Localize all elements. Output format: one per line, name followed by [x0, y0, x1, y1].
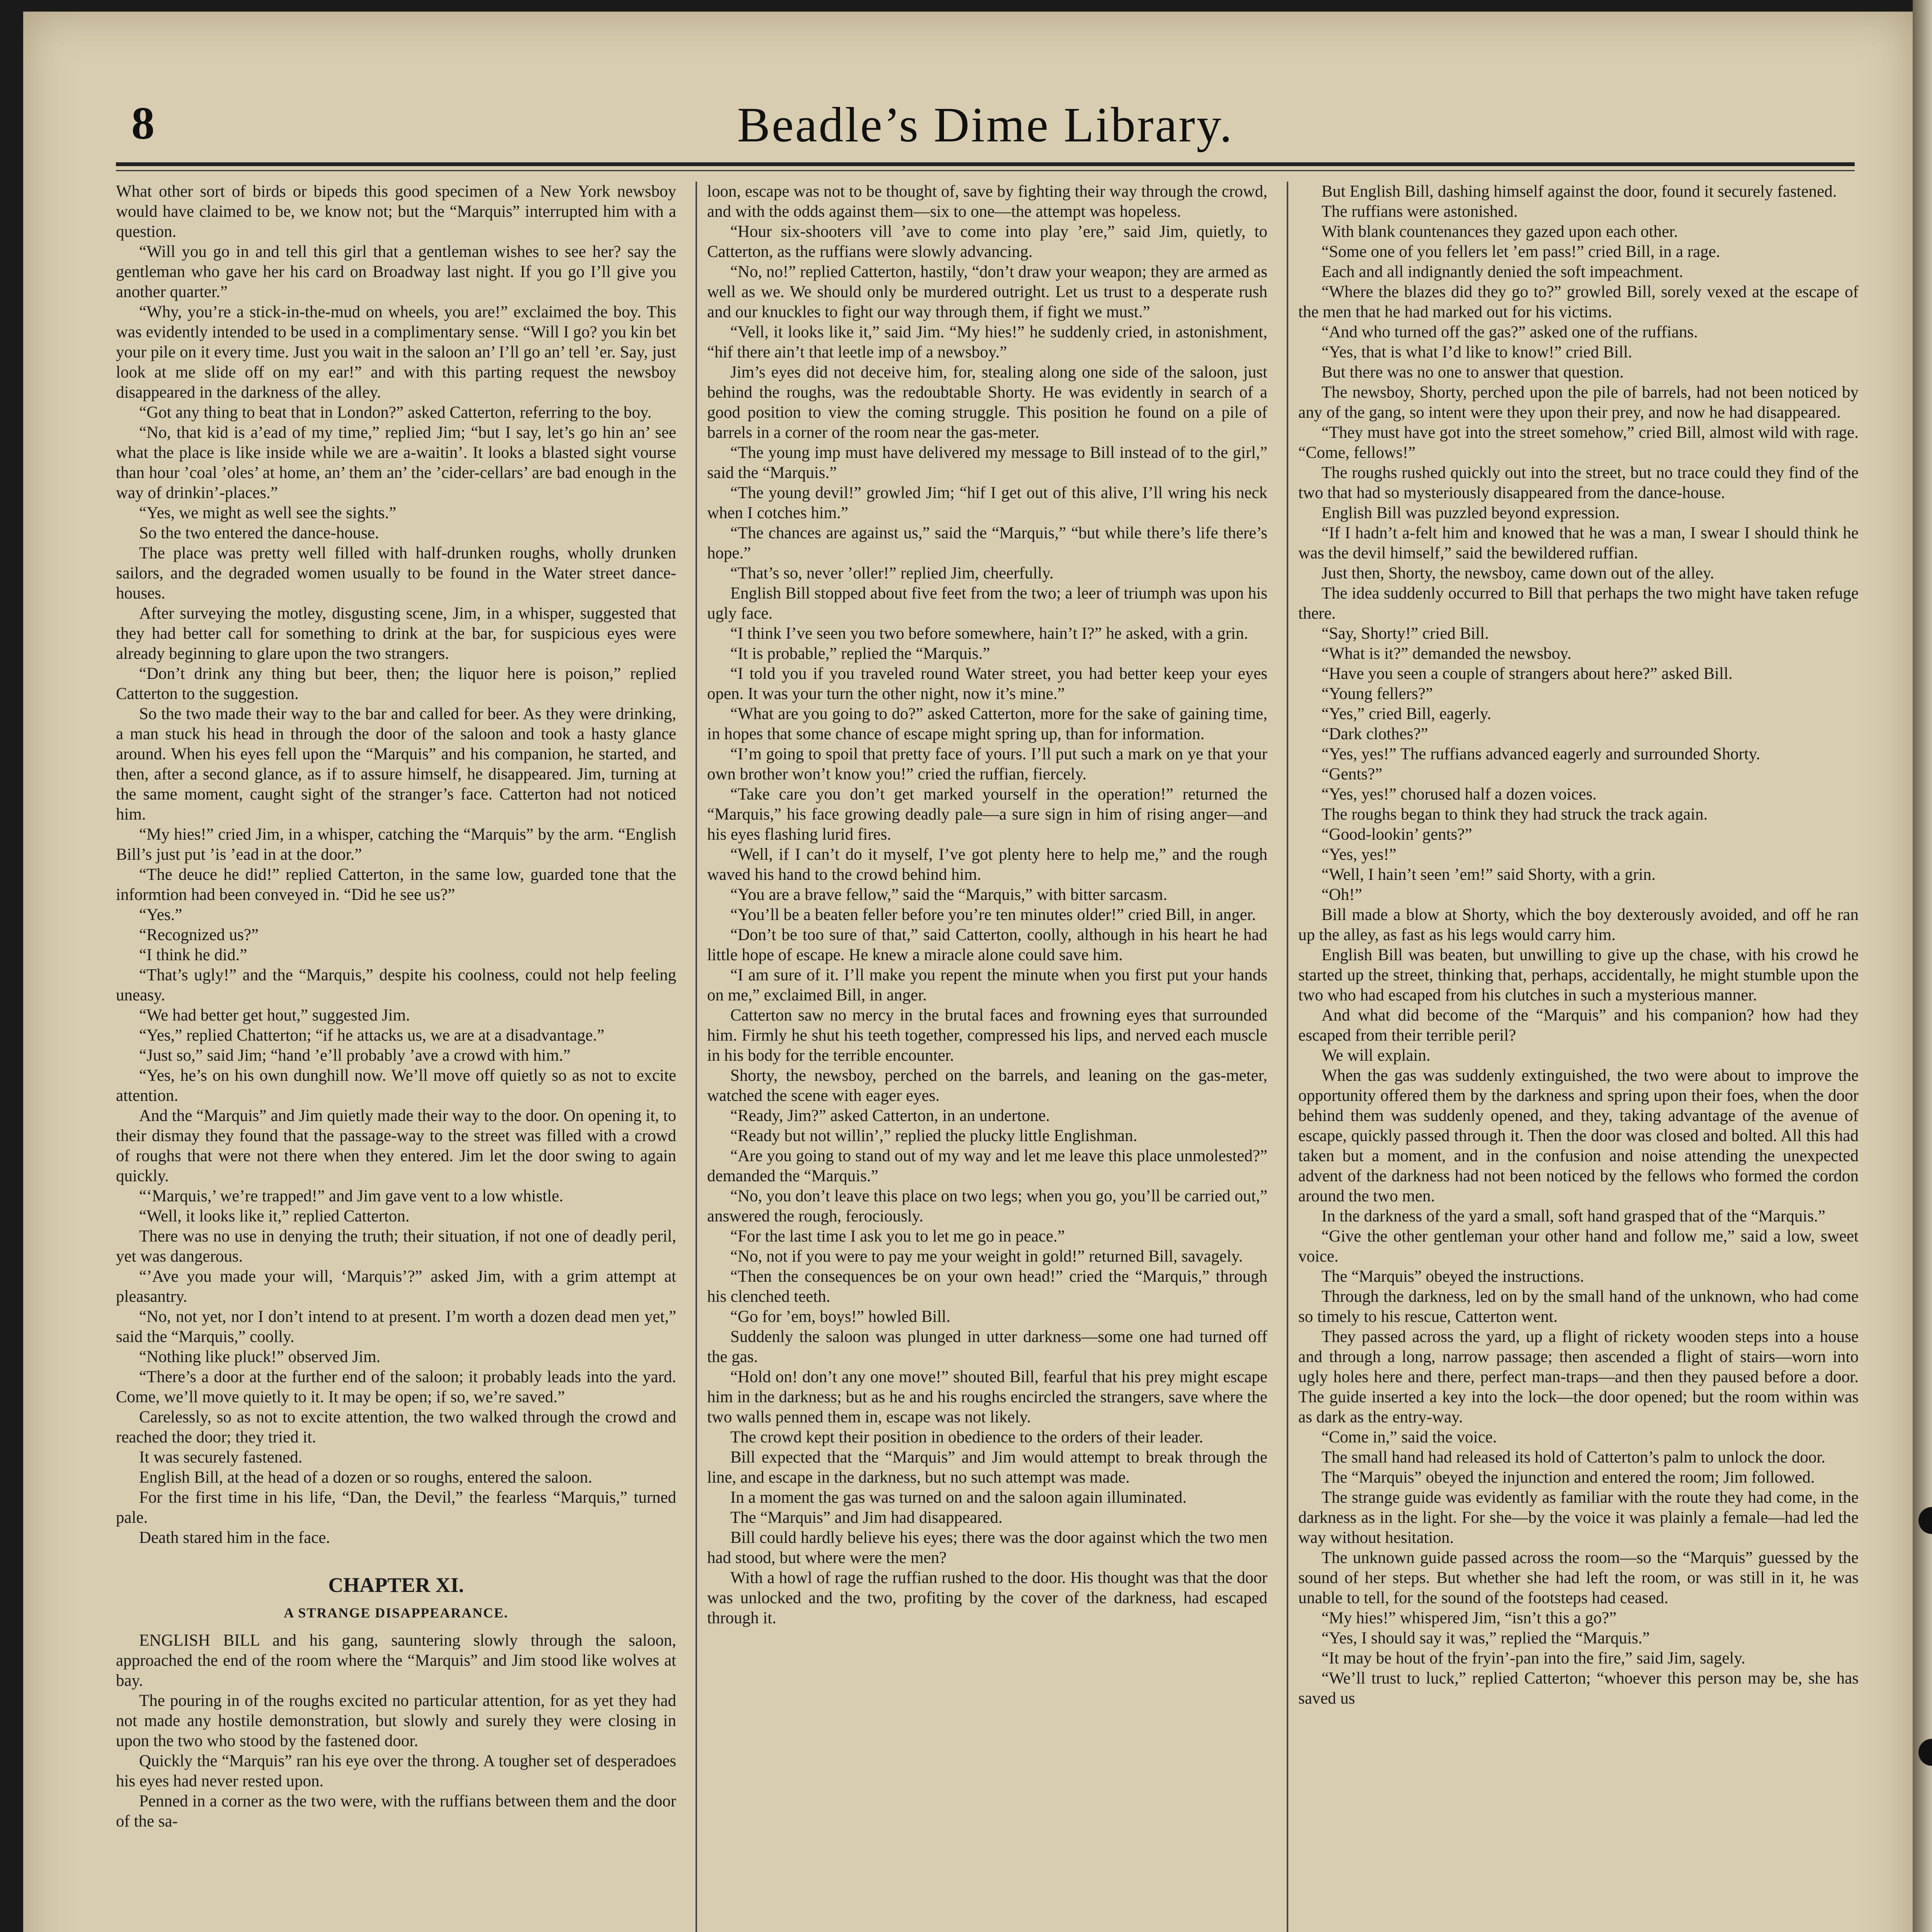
- paragraph: “No, not if you were to pay me your weight in gold!” returned Bill, savagely.: [730, 1247, 1243, 1265]
- paragraph: So the two made their way to the bar and called for beer. As they were drinking, a man stuck his head in through the door of the saloon and took a hasty glance around. When his eyes fell upon the “Marquis” and his companion, he started, and then, after a second glance, as if to assure himself, he disappeared. Jim, turning at the same moment, caught sight of the stranger’s face. Catterton had not noticed him.: [116, 705, 676, 823]
- paragraph: The roughs rushed quickly out into the street, but no trace could they find of the two that had so mysteriously disappeared from the dance-house.: [1298, 464, 1859, 502]
- paragraph: “Don’t drink any thing but beer, then; the liquor here is poison,” replied Catterton to the suggestion.: [116, 665, 676, 703]
- paragraph: “The chances are against us,” said the “Marquis,” “but while there’s life there’s hope.”: [707, 524, 1267, 562]
- paragraph: “I told you if you traveled round Water street, you had better keep your eyes open. It was your turn the other night, now it’s mine.”: [707, 665, 1267, 703]
- paragraph: loon, escape was not to be thought of, save by fighting their way through the crowd, and with the odds against them—six to one—the attempt was hopeless.: [707, 182, 1267, 221]
- paragraph: For the first time in his life, “Dan, the Devil,” the fearless “Marquis,” turned pale.: [116, 1488, 676, 1527]
- paragraph: Through the darkness, led on by the small hand of the unknown, who had come so timely to his rescue, Catterton went.: [1298, 1287, 1859, 1326]
- running-title: Beadle’s Dime Library.: [737, 97, 1234, 152]
- paragraph: “Yes, yes!” The ruffians advanced eagerly and surrounded Shorty.: [1321, 745, 1760, 763]
- paragraph: The “Marquis” obeyed the instructions.: [1321, 1267, 1584, 1286]
- paragraph: “We’ll trust to luck,” replied Catterton; “whoever this person may be, she has saved us: [1298, 1669, 1859, 1708]
- page-edge: [1913, 0, 1932, 1932]
- paragraph: English Bill stopped about five feet from the two; a leer of triumph was upon his ugly face.: [707, 584, 1267, 622]
- paragraph: “My hies!” whispered Jim, “isn’t this a go?”: [1321, 1609, 1617, 1627]
- paragraph: “That’s so, never ’oller!” replied Jim, cheerfully.: [730, 564, 1054, 582]
- paragraph: Catterton saw no mercy in the brutal faces and frowning eyes that surrounded him. Firmly he shut his teeth together, compressed his lips, and nerved each muscle in his body for the terrible encounter.: [707, 1006, 1267, 1065]
- paragraph: English Bill, at the head of a dozen or so roughs, entered the saloon.: [139, 1468, 592, 1486]
- paragraph: Suddenly the saloon was plunged in utter darkness—some one had turned off the gas.: [707, 1328, 1267, 1366]
- paragraph: Carelessly, so as not to excite attention, the two walked through the crowd and reached the door; they tried it.: [116, 1408, 676, 1446]
- paragraph: “It is probable,” replied the “Marquis.”: [730, 645, 990, 663]
- paragraph: Death stared him in the face.: [139, 1529, 330, 1547]
- paragraph: The strange guide was evidently as familiar with the route they had come, in the darkness as in the light. For she—by the voice it was plainly a female—had led the way without hesitation.: [1298, 1488, 1859, 1547]
- paragraph: “The young imp must have delivered my message to Bill instead of to the girl,” said the “Marquis.”: [707, 444, 1267, 482]
- paragraph: So the two entered the dance-house.: [139, 524, 379, 542]
- paragraph: “If I hadn’t a-felt him and knowed that he was a man, I swear I should think he was the devil himself,” said the bewildered ruffian.: [1298, 524, 1859, 562]
- paragraph: In a moment the gas was turned on and the saloon again illuminated.: [730, 1488, 1187, 1507]
- paragraph: “You are a brave fellow,” said the “Marquis,” with bitter sarcasm.: [730, 886, 1167, 904]
- paragraph: “Yes,” replied Chatterton; “if he attacks us, we are at a disadvantage.”: [139, 1026, 604, 1044]
- paragraph: “’Ave you made your will, ‘Marquis’?” asked Jim, with a grim attempt at pleasantry.: [116, 1267, 676, 1306]
- paragraph: “My hies!” cried Jim, in a whisper, catching the “Marquis” by the arm. “English Bill’s just put ’is ’ead in at the door.”: [116, 825, 676, 864]
- paragraph: “There’s a door at the further end of the saloon; it probably leads into the yard. Come, we’ll move quietly to it. It may be open; if so, we’re saved.”: [116, 1368, 676, 1406]
- paragraph: “You’ll be a beaten feller before you’re ten minutes older!” cried Bill, in anger.: [730, 906, 1256, 924]
- paragraph: Penned in a corner as the two were, with the ruffians between them and the door of the sa-: [116, 1792, 676, 1830]
- paragraph: After surveying the motley, disgusting scene, Jim, in a whisper, suggested that they had better call for something to drink at the bar, for suspicious eyes were already beginning to glare upon the two strangers.: [116, 604, 676, 663]
- paragraph: “Recognized us?”: [139, 926, 259, 944]
- paragraph: “I think he did.”: [139, 946, 247, 964]
- paragraph: “That’s ugly!” and the “Marquis,” despite his coolness, could not help feeling uneasy.: [116, 966, 676, 1004]
- paragraph: “Are you going to stand out of my way and let me leave this place unmolested?” demanded the “Marquis.”: [707, 1147, 1267, 1185]
- paragraph: “Vell, it looks like it,” said Jim. “My hies!” he suddenly cried, in astonishment, “hif there ain’t that leetle imp of a newsboy.”: [707, 323, 1267, 361]
- paragraph: “Yes,” cried Bill, eagerly.: [1321, 705, 1492, 723]
- paragraph: “Good-lookin’ gents?”: [1321, 825, 1472, 844]
- paragraph: The unknown guide passed across the room—so the “Marquis” guessed by the sound of her steps. But whether she had left the room, or was still in it, he was unable to tell, for the sound of the footsteps had ceased.: [1298, 1549, 1859, 1607]
- paragraph: “What are you going to do?” asked Catterton, more for the sake of gaining time, in hopes that some chance of escape might spring up, than for information.: [707, 705, 1267, 743]
- paragraph: “Well, I hain’t seen ’em!” said Shorty, with a grin.: [1321, 866, 1656, 884]
- paragraph: “Dark clothes?”: [1321, 725, 1428, 743]
- paragraph: Quickly the “Marquis” ran his eye over the throng. A tougher set of desperadoes his eyes had never rested upon.: [116, 1752, 676, 1790]
- paragraph: “Some one of you fellers let ’em pass!” cried Bill, in a rage.: [1321, 243, 1720, 261]
- paragraph: The “Marquis” obeyed the injunction and entered the room; Jim followed.: [1321, 1468, 1815, 1486]
- paragraph: The roughs began to think they had struck the track again.: [1321, 805, 1708, 823]
- paragraph: “No, you don’t leave this place on two legs; when you go, you’ll be carried out,” answered the rough, ferociously.: [707, 1187, 1267, 1225]
- paragraph: “Oh!”: [1321, 886, 1362, 904]
- paragraph: “What is it?” demanded the newsboy.: [1321, 645, 1571, 663]
- paragraph: But there was no one to answer that question.: [1321, 363, 1624, 381]
- paragraph: “Will you go in and tell this girl that a gentleman wishes to see her? say the gentleman who gave her his card on Broadway last night. If you go I’ll give you another quarter.”: [116, 243, 676, 301]
- paragraph: The place was pretty well filled with half-drunken roughs, wholly drunken sailors, and the degraded women usually to be found in the Water street dance-houses.: [116, 544, 676, 602]
- paragraph: “Give the other gentleman your other hand and follow me,” said a low, sweet voice.: [1298, 1227, 1859, 1265]
- paragraph: Each and all indignantly denied the soft impeachment.: [1321, 263, 1684, 281]
- header-rule: [116, 162, 1855, 166]
- paragraph: The “Marquis” and Jim had disappeared.: [730, 1509, 1003, 1527]
- paragraph: “Where the blazes did they go to?” growled Bill, sorely vexed at the escape of the men that he had marked out for his victims.: [1298, 283, 1859, 321]
- paragraph: But English Bill, dashing himself against the door, found it securely fastened.: [1321, 182, 1837, 201]
- paragraph: They passed across the yard, up a flight of rickety wooden steps into a house and through a long, narrow passage; then ascended a flight of stairs—worn into ugly holes here and there, perfect man-traps—and then they paused before a door. The guide inserted a key into the lock—the door opened; but the room within was as dark as the entry-way.: [1298, 1328, 1859, 1426]
- paragraph: “Then the consequences be on your own head!” cried the “Marquis,” through his clenched teeth.: [707, 1267, 1267, 1306]
- paragraph: “Just so,” said Jim; “hand ’e’ll probably ’ave a crowd with him.”: [139, 1046, 571, 1065]
- paragraph: And the “Marquis” and Jim quietly made their way to the door. On opening it, to their dismay they found that the passage-way to the street was filled with a crowd of roughs that were not there when they entered. Jim let the door swing to again quickly.: [116, 1107, 676, 1185]
- paragraph: “Yes, we might as well see the sights.”: [139, 504, 396, 522]
- paragraph: Bill could hardly believe his eyes; there was the door against which the two men had stood, but where were the men?: [707, 1529, 1267, 1567]
- paragraph: “For the last time I ask you to let me go in peace.”: [730, 1227, 1065, 1245]
- paragraph: “Ready but not willin’,” replied the plucky little Englishman.: [730, 1127, 1138, 1145]
- paragraph: “The young devil!” growled Jim; “hif I get out of this alive, I’ll wring his neck when I cotches him.”: [707, 484, 1267, 522]
- paragraph: “Come in,” said the voice.: [1321, 1428, 1497, 1446]
- paragraph: The crowd kept their position in obedience to the orders of their leader.: [730, 1428, 1203, 1446]
- text-column-1: [116, 182, 676, 1932]
- paragraph: “Young fellers?”: [1321, 685, 1433, 703]
- page-header: [116, 97, 1855, 158]
- paragraph: There was no use in denying the truth; their situation, if not one of deadly peril, yet was dangerous.: [116, 1227, 676, 1265]
- paragraph: “We had better get hout,” suggested Jim.: [139, 1006, 410, 1024]
- paragraph: What other sort of birds or bipeds this good specimen of a New York newsboy would have claimed to be, we know not; but the “Marquis” interrupted him with a question.: [116, 182, 676, 241]
- paragraph: “And who turned off the gas?” asked one of the ruffians.: [1321, 323, 1698, 341]
- paragraph: Shorty, the newsboy, perched on the barrels, and leaning on the gas-meter, watched the scene with eager eyes.: [707, 1066, 1267, 1105]
- paragraph: “Yes.”: [139, 906, 182, 924]
- paragraph: English Bill was beaten, but unwilling to give up the chase, with his crowd he started up the street, thinking that, perhaps, accidentally, he might stumble upon the two who had escaped from his clutches in such a mysterious manner.: [1298, 946, 1859, 1004]
- paragraph: “Ready, Jim?” asked Catterton, in an undertone.: [730, 1107, 1050, 1125]
- paragraph: “‘Marquis,’ we’re trapped!” and Jim gave vent to a low whistle.: [139, 1187, 563, 1205]
- paragraph: “It may be hout of the fryin’-pan into the fire,” said Jim, sagely.: [1321, 1649, 1745, 1667]
- paragraph: Just then, Shorty, the newsboy, came down out of the alley.: [1321, 564, 1714, 582]
- paragraph: “Yes, that is what I’d like to know!” cried Bill.: [1321, 343, 1633, 361]
- paragraph: “Nothing like pluck!” observed Jim.: [139, 1348, 381, 1366]
- paragraph: ENGLISH BILL and his gang, sauntering slowly through the saloon, approached the end of the room where the “Marquis” and Jim stood like wolves at bay.: [116, 1631, 676, 1690]
- paragraph: The idea suddenly occurred to Bill that perhaps the two might have taken refuge there.: [1298, 584, 1859, 622]
- paragraph: “The deuce he did!” replied Catterton, in the same low, guarded tone that the informtion had been conveyed in. “Did he see us?”: [116, 866, 676, 904]
- paragraph: When the gas was suddenly extinguished, the two were about to improve the opportunity offered them by the darkness and spring upon their foes, when the door behind them was suddenly opened, and they, taking advantage of the avenue of escape, quickly passed through it. Then the door was closed and bolted. All this had taken but a moment, and in the confusion and noise attending the unexpected advent of the darkness had not been noticed by the fellows who formed the cordon around the two men.: [1298, 1066, 1859, 1205]
- paragraph: “I’m going to spoil that pretty face of yours. I’ll put such a mark on ye that your own brother won’t know you!” cried the ruffian, fiercely.: [707, 745, 1267, 783]
- paragraph: “Don’t be too sure of that,” said Catterton, coolly, although in his heart he had little hope of escape. He knew a miracle alone could save him.: [707, 926, 1267, 964]
- paragraph: The newsboy, Shorty, perched upon the pile of barrels, had not been noticed by any of the gang, so intent were they upon their prey, and now he had disappeared.: [1298, 383, 1859, 422]
- paragraph: With a howl of rage the ruffian rushed to the door. His thought was that the door was unlocked and the two, profiting by the cover of the darkness, had escaped through it.: [707, 1569, 1267, 1627]
- paragraph: And what did become of the “Marquis” and his companion? how had they escaped from their terrible peril?: [1298, 1006, 1859, 1044]
- column-divider: [1287, 182, 1288, 1932]
- paragraph: In the darkness of the yard a small, soft hand grasped that of the “Marquis.”: [1321, 1207, 1825, 1225]
- paragraph: “Yes, yes!” chorused half a dozen voices.: [1321, 785, 1597, 803]
- paragraph: “Yes, I should say it was,” replied the “Marquis.”: [1321, 1629, 1650, 1647]
- paragraph: “No, no!” replied Catterton, hastily, “don’t draw your weapon; they are armed as well as we. We should only be murdered outright. Let us trust to a desperate rush and our knuckles to fight our way through them, if fight we must.”: [707, 263, 1267, 321]
- paragraph: “Say, Shorty!” cried Bill.: [1321, 624, 1489, 643]
- paragraph: The ruffians were astonished.: [1321, 202, 1518, 221]
- header-rule-thin: [116, 170, 1855, 171]
- text-column-2: [707, 182, 1267, 1932]
- paragraph: “Why, you’re a stick-in-the-mud on wheels, you are!” exclaimed the boy. This was evidently intended to be used in a complimentary sense. “Will I go? you kin bet your pile on it every time. Just you wait in the saloon an’ I’ll go an’ tell ’er. Say, just look at me slide off on my ear!” and with this parting request the newsboy disappeared in the darkness of the alley.: [116, 303, 676, 401]
- paragraph: It was securely fastened.: [139, 1448, 303, 1466]
- paragraph: English Bill was puzzled beyond expression.: [1321, 504, 1620, 522]
- paragraph: “Yes, he’s on his own dunghill now. We’ll move off quietly so as not to excite attention.: [116, 1066, 676, 1105]
- paragraph: “Yes, yes!”: [1321, 845, 1396, 864]
- paragraph: “Go for ’em, boys!” howled Bill.: [730, 1308, 951, 1326]
- paragraph: “Take care you don’t get marked yourself in the operation!” returned the “Marquis,” his face growing deadly pale—a sure sign in him of rising anger—and his eyes flashing lurid fires.: [707, 785, 1267, 844]
- paragraph: Bill expected that the “Marquis” and Jim would attempt to break through the line, and escape in the darkness, but no such attempt was made.: [707, 1448, 1267, 1486]
- column-divider: [696, 182, 697, 1932]
- paragraph: Jim’s eyes did not deceive him, for, stealing along one side of the saloon, just behind the roughs, was the redoubtable Shorty. He was evidently in search of a good position to view the coming struggle. This position he found on a pile of barrels in a corner of the room near the gas-meter.: [707, 363, 1267, 442]
- page-number: 8: [131, 97, 155, 149]
- paragraph: “Hour six-shooters vill ’ave to come into play ’ere,” said Jim, quietly, to Catterton, as the ruffians were slowly advancing.: [707, 223, 1267, 261]
- paragraph: “Got any thing to beat that in London?” asked Catterton, referring to the boy.: [139, 403, 652, 422]
- paragraph: “Well, it looks like it,” replied Catterton.: [139, 1207, 410, 1225]
- paragraph: We will explain.: [1321, 1046, 1430, 1065]
- paragraph: With blank countenances they gazed upon each other.: [1321, 223, 1678, 241]
- paragraph: The small hand had released its hold of Catterton’s palm to unlock the door.: [1321, 1448, 1826, 1466]
- paragraph: “No, not yet, nor I don’t intend to at present. I’m worth a dozen dead men yet,” said the “Marquis,” coolly.: [116, 1308, 676, 1346]
- paragraph: Bill made a blow at Shorty, which the boy dexterously avoided, and off he ran up the alley, as fast as his legs would carry him.: [1298, 906, 1859, 944]
- paragraph: “No, that kid is a’ead of my time,” replied Jim; “but I say, let’s go hin an’ see what the place is like inside while we are a-waitin’. It looks a blasted sight vourse than hour ’coal ’oles’ at home, an’ them an’ the ’cider-cellars’ are bad enough in the way of drinkin’-places.”: [116, 423, 676, 502]
- chapter-heading: CHAPTER XI.: [328, 1573, 464, 1597]
- paragraph: “Gents?”: [1321, 765, 1383, 783]
- text-column-3: [1298, 182, 1859, 1932]
- paragraph: “Well, if I can’t do it myself, I’ve got plenty here to help me,” and the rough waved his hand to the crowd behind him.: [707, 845, 1267, 884]
- paragraph: “They must have got into the street somehow,” cried Bill, almost wild with rage. “Come, fellows!”: [1298, 423, 1859, 462]
- paragraph: “Hold on! don’t any one move!” shouted Bill, fearful that his prey might escape him in the darkness; but as he and his roughs encircled the strangers, save where the two walls penned them in, escape was not likely.: [707, 1368, 1267, 1426]
- paragraph: “Have you seen a couple of strangers about here?” asked Bill.: [1321, 665, 1733, 683]
- paragraph: “I think I’ve seen you two before somewhere, hain’t I?” he asked, with a grin.: [730, 624, 1248, 643]
- paragraph: The pouring in of the roughs excited no particular attention, for as yet they had not made any hostile demonstration, but slowly and surely they were closing in upon the two who stood by the fastened door.: [116, 1692, 676, 1750]
- chapter-subtitle: A STRANGE DISAPPEARANCE.: [284, 1605, 509, 1621]
- paragraph: “I am sure of it. I’ll make you repent the minute when you first put your hands on me,” exclaimed Bill, in anger.: [707, 966, 1267, 1004]
